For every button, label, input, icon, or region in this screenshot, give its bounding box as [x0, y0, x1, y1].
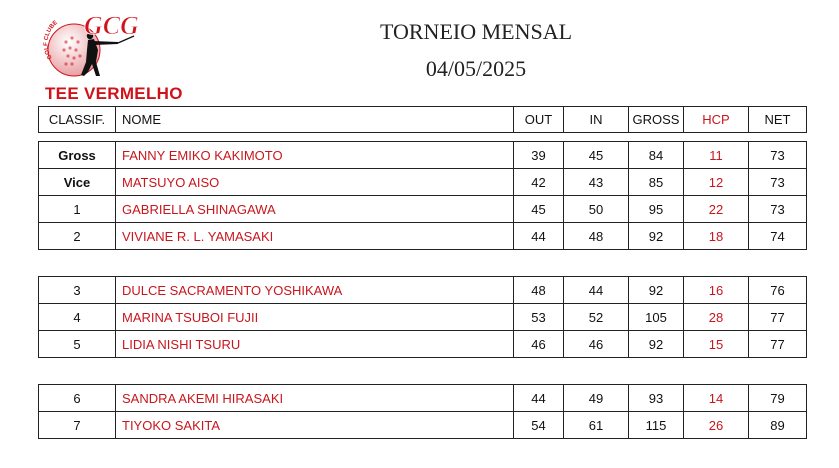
in-cell: 45 — [564, 142, 629, 169]
classif-cell: Gross — [39, 142, 116, 169]
table-row — [39, 196, 807, 223]
hcp-cell: 26 — [684, 412, 749, 439]
gross-cell: 95 — [629, 196, 684, 223]
table-row — [39, 385, 807, 412]
in-cell: 49 — [564, 385, 629, 412]
out-cell: 39 — [514, 142, 564, 169]
header-net: NET — [749, 107, 807, 133]
hcp-cell: 15 — [684, 331, 749, 358]
nome-cell: FANNY EMIKO KAKIMOTO — [116, 142, 514, 169]
header-in: IN — [564, 107, 629, 133]
header-hcp: HCP — [684, 107, 749, 133]
out-cell: 54 — [514, 412, 564, 439]
header-classif: CLASSIF. — [39, 107, 116, 133]
nome-cell: LIDIA NISHI TSURU — [116, 331, 514, 358]
gross-cell: 92 — [629, 331, 684, 358]
in-cell: 44 — [564, 277, 629, 304]
out-cell: 44 — [514, 223, 564, 250]
logo-ring-text: GOLF CLUBE — [43, 19, 59, 61]
net-cell: 73 — [749, 142, 807, 169]
gross-cell: 85 — [629, 169, 684, 196]
page-title: TORNEIO MENSAL — [379, 19, 573, 44]
classif-cell: 7 — [39, 412, 116, 439]
in-cell: 46 — [564, 331, 629, 358]
net-cell: 79 — [749, 385, 807, 412]
classif-cell: 4 — [39, 304, 116, 331]
hcp-cell: 16 — [684, 277, 749, 304]
classif-cell: 1 — [39, 196, 116, 223]
nome-cell: SANDRA AKEMI HIRASAKI — [116, 385, 514, 412]
out-cell: 42 — [514, 169, 564, 196]
results-table-group-2 — [38, 276, 807, 358]
table-row — [39, 142, 807, 169]
hcp-cell: 14 — [684, 385, 749, 412]
results-table-group-1 — [38, 106, 807, 250]
table-row — [39, 304, 807, 331]
in-cell: 52 — [564, 304, 629, 331]
hcp-cell: 11 — [684, 142, 749, 169]
gross-cell: 115 — [629, 412, 684, 439]
classif-cell: 3 — [39, 277, 116, 304]
classif-cell: Vice — [39, 169, 116, 196]
table-row — [39, 331, 807, 358]
out-cell: 44 — [514, 385, 564, 412]
gross-cell: 84 — [629, 142, 684, 169]
nome-cell: MATSUYO AISO — [116, 169, 514, 196]
net-cell: 73 — [749, 196, 807, 223]
classif-cell: 5 — [39, 331, 116, 358]
net-cell: 76 — [749, 277, 807, 304]
nome-cell: GABRIELLA SHINAGAWA — [116, 196, 514, 223]
out-cell: 45 — [514, 196, 564, 223]
hcp-cell: 18 — [684, 223, 749, 250]
gross-cell: 92 — [629, 223, 684, 250]
out-cell: 46 — [514, 331, 564, 358]
net-cell: 73 — [749, 169, 807, 196]
net-cell: 77 — [749, 331, 807, 358]
logo-letters: GCG — [84, 11, 139, 40]
out-cell: 48 — [514, 277, 564, 304]
club-logo — [38, 6, 148, 82]
header-out: OUT — [514, 107, 564, 133]
table-row — [39, 223, 807, 250]
in-cell: 50 — [564, 196, 629, 223]
header-gross: GROSS — [629, 107, 684, 133]
header-nome: NOME — [116, 107, 514, 133]
table-row — [39, 169, 807, 196]
nome-cell: TIYOKO SAKITA — [116, 412, 514, 439]
tournament-date: 04/05/2025 — [425, 56, 527, 81]
classif-cell: 2 — [39, 223, 116, 250]
table-header-row — [39, 107, 807, 133]
nome-cell: DULCE SACRAMENTO YOSHIKAWA — [116, 277, 514, 304]
gross-cell: 92 — [629, 277, 684, 304]
out-cell: 53 — [514, 304, 564, 331]
results-table-group-3 — [38, 384, 807, 439]
gross-cell: 105 — [629, 304, 684, 331]
table-row — [39, 412, 807, 439]
classif-cell: 6 — [39, 385, 116, 412]
net-cell: 77 — [749, 304, 807, 331]
in-cell: 43 — [564, 169, 629, 196]
hcp-cell: 28 — [684, 304, 749, 331]
nome-cell: VIVIANE R. L. YAMASAKI — [116, 223, 514, 250]
gross-cell: 93 — [629, 385, 684, 412]
net-cell: 74 — [749, 223, 807, 250]
hcp-cell: 12 — [684, 169, 749, 196]
nome-cell: MARINA TSUBOI FUJII — [116, 304, 514, 331]
net-cell: 89 — [749, 412, 807, 439]
hcp-cell: 22 — [684, 196, 749, 223]
table-row — [39, 277, 807, 304]
in-cell: 61 — [564, 412, 629, 439]
in-cell: 48 — [564, 223, 629, 250]
tee-label: TEE VERMELHO — [45, 84, 183, 103]
